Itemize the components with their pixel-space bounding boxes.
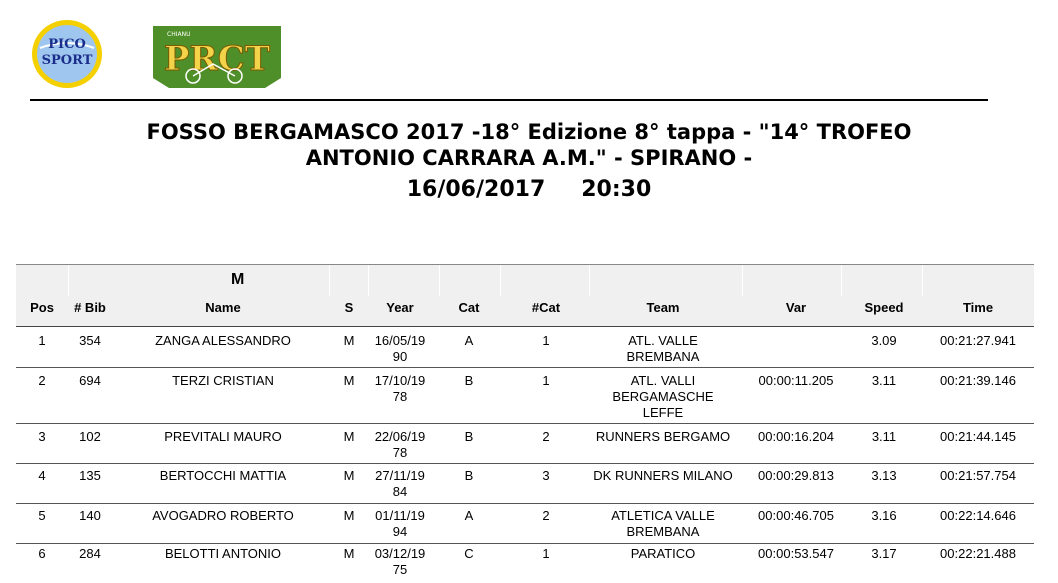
cell-name: AVOGADRO ROBERTO [152, 508, 294, 523]
event-date: 16/06/2017 [406, 177, 546, 202]
cell-time: 00:21:27.941 [940, 333, 1016, 348]
logo-text-1: PICO [48, 37, 86, 52]
cell-cat-rank: 1 [542, 373, 550, 388]
cell-pos: 5 [38, 508, 46, 523]
cell-team: ATL. VALLE BREMBANA [626, 333, 700, 364]
table-row [16, 463, 1034, 504]
cell-team: ATL. VALLI BERGAMASCHE LEFFE [612, 373, 714, 420]
cell-cat: B [464, 429, 474, 444]
cell-sex: M [343, 373, 355, 388]
cell-year: 22/06/19 78 [374, 429, 426, 460]
cell-year: 03/12/19 75 [374, 546, 426, 577]
header-pos: Pos [30, 300, 54, 315]
cell-var: 00:00:11.205 [758, 373, 834, 388]
table-row [16, 503, 1034, 544]
logo-small-text: CHIANU [167, 31, 191, 38]
cell-bib: 140 [79, 508, 101, 523]
table-group-row [16, 264, 1034, 296]
table-row [16, 423, 1034, 464]
cell-pos: 6 [38, 546, 46, 561]
cell-speed: 3.13 [871, 468, 897, 483]
header-sex: S [344, 300, 354, 315]
cell-year: 27/11/19 84 [375, 468, 425, 499]
cell-cat: A [464, 508, 474, 523]
cell-time: 00:21:39.146 [940, 373, 1016, 388]
table-row [16, 543, 1034, 583]
cell-name: BELOTTI ANTONIO [164, 546, 282, 561]
cell-sex: M [343, 508, 355, 523]
cell-pos: 3 [38, 429, 46, 444]
cell-speed: 3.16 [871, 508, 897, 523]
cell-var: 00:00:29.813 [758, 468, 834, 483]
cell-var: 00:00:53.547 [758, 546, 834, 561]
header-year: Year [386, 300, 414, 315]
header-time: Time [962, 300, 994, 315]
cell-team: PARATICO [630, 546, 696, 561]
cell-speed: 3.11 [871, 429, 897, 444]
cell-team: DK RUNNERS MILANO [593, 468, 733, 483]
event-time: 20:30 [581, 177, 652, 202]
table-row [16, 326, 1034, 368]
cell-time: 00:22:14.646 [940, 508, 1016, 523]
header-team: Team [646, 300, 680, 315]
cell-pos: 4 [38, 468, 46, 483]
prct-logo [153, 26, 281, 88]
event-datetime [0, 177, 1058, 203]
cell-cat-rank: 3 [542, 468, 550, 483]
header-cat: Cat [458, 300, 480, 315]
table-row [16, 367, 1034, 424]
cell-cat: A [464, 333, 474, 348]
cell-year: 16/05/19 90 [374, 333, 426, 364]
cell-speed: 3.17 [871, 546, 897, 561]
cell-year: 01/11/19 94 [375, 508, 425, 539]
logo-text-2: SPORT [41, 53, 93, 68]
cell-name: TERZI CRISTIAN [172, 373, 274, 388]
cell-sex: M [343, 546, 355, 561]
cell-name: PREVITALI MAURO [164, 429, 282, 444]
cell-time: 00:21:57.754 [940, 468, 1016, 483]
cell-cat-rank: 1 [542, 546, 550, 561]
cell-cat: C [464, 546, 474, 561]
cell-bib: 102 [79, 429, 101, 444]
cell-team: ATLETICA VALLE BREMBANA [611, 508, 715, 539]
logo-big-text: PRCT [163, 39, 271, 79]
header-divider [30, 99, 988, 101]
cell-cat-rank: 2 [542, 508, 550, 523]
cell-sex: M [343, 468, 355, 483]
header-bib: # Bib [74, 300, 106, 315]
cell-speed: 3.09 [871, 333, 897, 348]
cell-cat: B [464, 373, 474, 388]
cell-bib: 354 [79, 333, 101, 348]
cell-bib: 694 [79, 373, 101, 388]
cell-pos: 2 [38, 373, 46, 388]
cell-pos: 1 [38, 333, 46, 348]
header-var: Var [785, 300, 807, 315]
cell-sex: M [343, 429, 355, 444]
cell-time: 00:22:21.488 [940, 546, 1016, 561]
cell-team: RUNNERS BERGAMO [595, 429, 731, 444]
header-name: Name [205, 300, 241, 315]
cell-sex: M [343, 333, 355, 348]
pico-sport-logo [30, 18, 104, 90]
category-group-label: M [231, 271, 245, 288]
cell-year: 17/10/19 78 [374, 373, 426, 404]
cell-var: 00:00:16.204 [758, 429, 834, 444]
cell-speed: 3.11 [871, 373, 897, 388]
header-speed: Speed [864, 300, 904, 315]
cell-var: 00:00:46.705 [758, 508, 834, 523]
cell-time: 00:21:44.145 [940, 429, 1016, 444]
cell-cat: B [464, 468, 474, 483]
cell-bib: 135 [79, 468, 101, 483]
cell-name: BERTOCCHI MATTIA [159, 468, 287, 483]
event-title-line-2: ANTONIO CARRARA A.M." - SPIRANO - [305, 146, 753, 170]
cell-cat-rank: 2 [542, 429, 550, 444]
cell-bib: 284 [79, 546, 101, 561]
event-title-line-1: FOSSO BERGAMASCO 2017 -18° Edizione 8° tappa - "14° TROFEO [146, 120, 912, 144]
table-header-row [16, 296, 1034, 327]
cell-cat-rank: 1 [542, 333, 550, 348]
cell-name: ZANGA ALESSANDRO [155, 333, 291, 348]
header-cat-rank: #Cat [531, 300, 561, 315]
